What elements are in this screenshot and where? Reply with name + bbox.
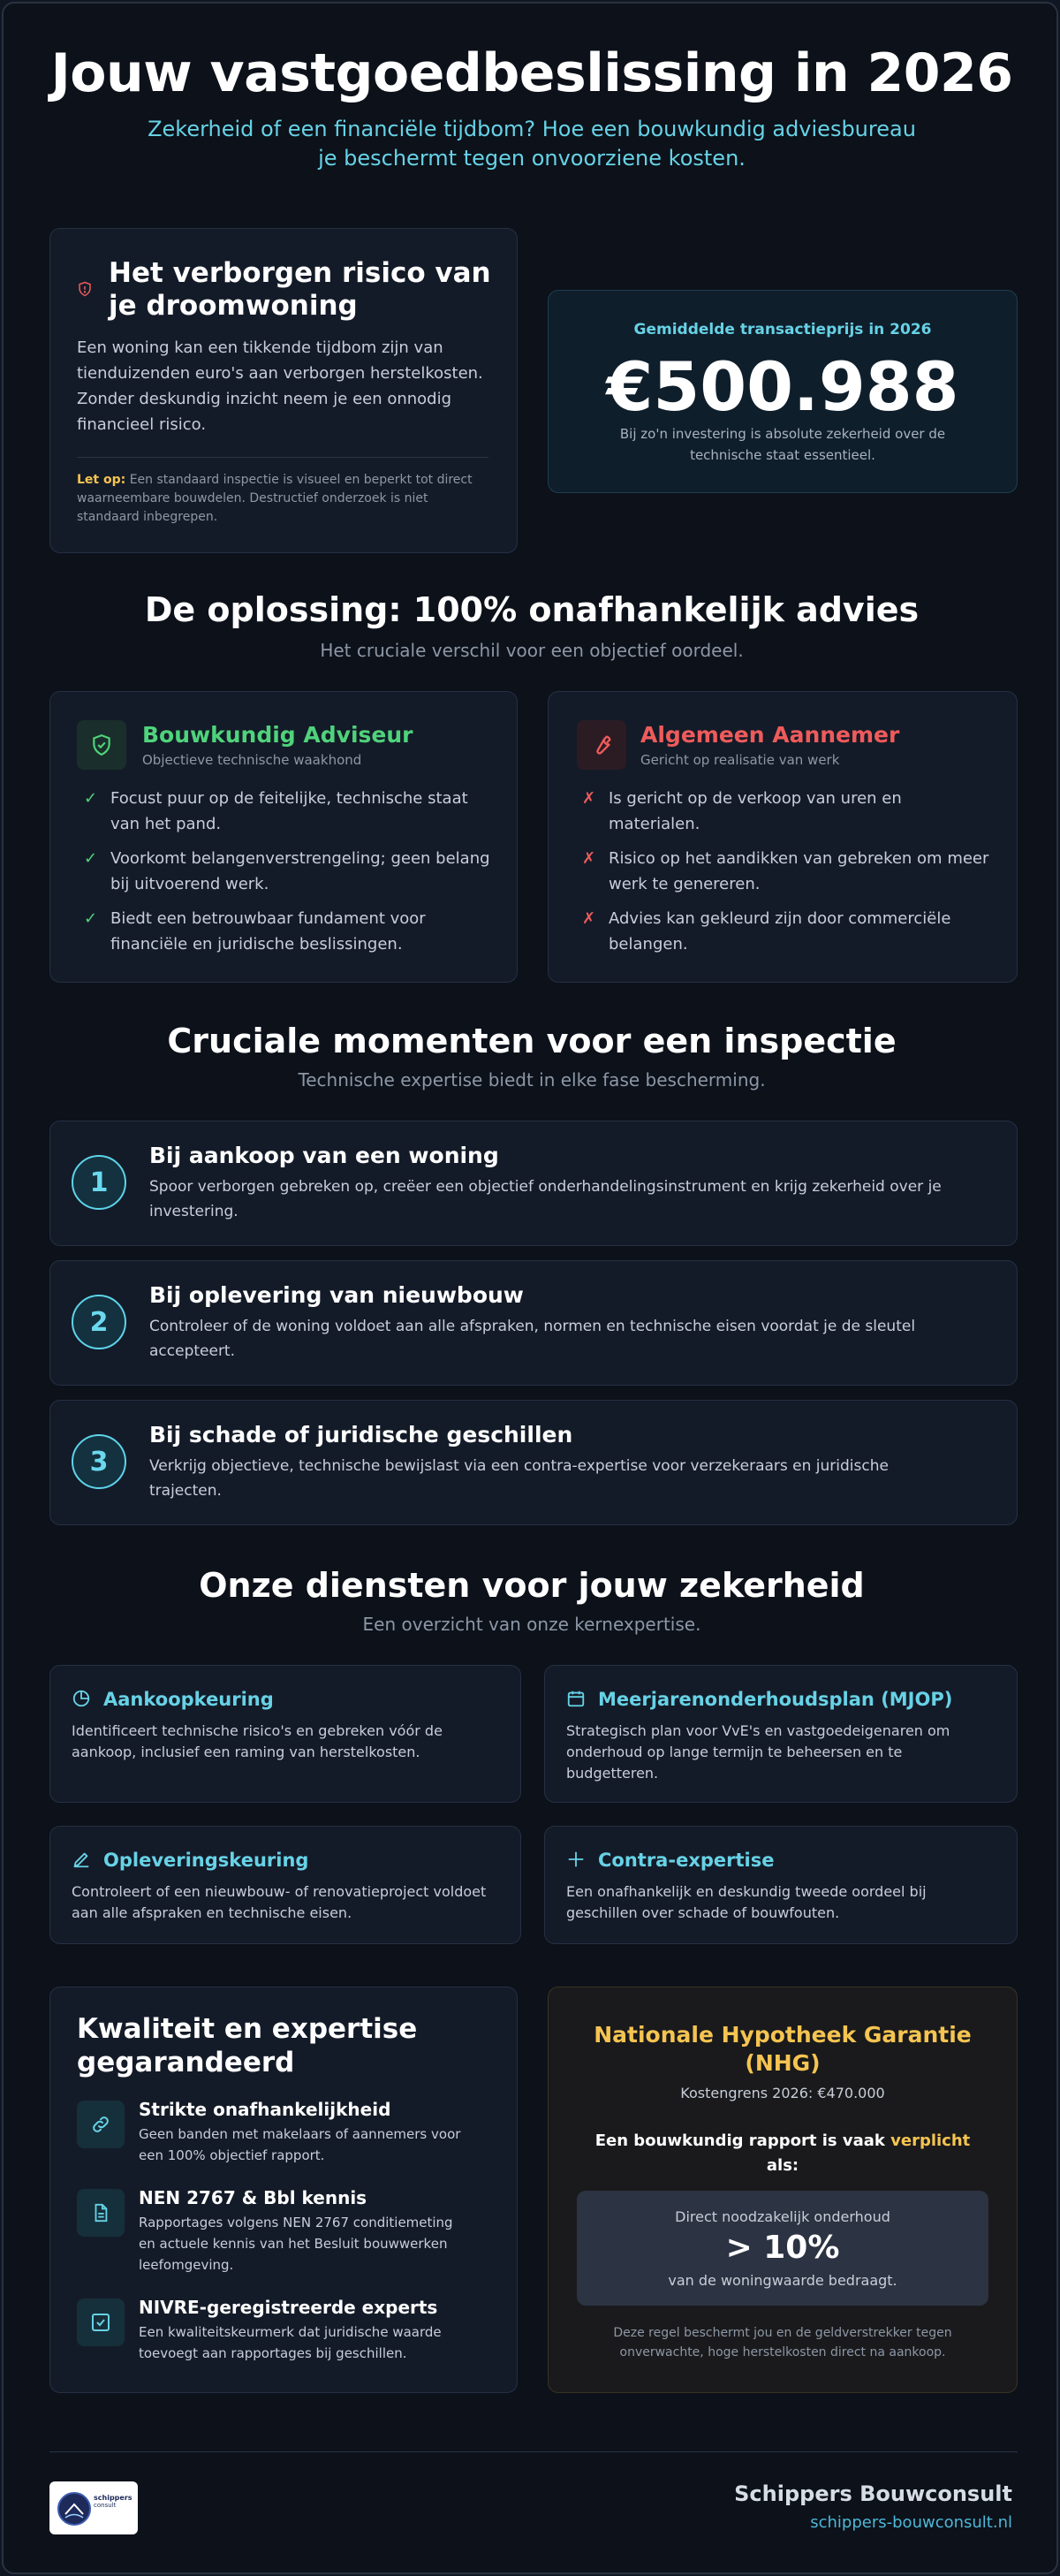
moment-text: Verkrijg objectieve, technische bewijslast via een contra-expertise voor verzekeraars en juridische trajecten. xyxy=(149,1457,889,1500)
threshold-value: > 10% xyxy=(725,2230,840,2266)
risk-title: Het verborgen risico van je droomwoning xyxy=(109,257,491,322)
wrench-icon xyxy=(577,720,626,770)
moment-title: Bij aankoop van een woning xyxy=(149,1143,499,1168)
infographic-page xyxy=(2,2,1058,2574)
solution-subtitle: Het cruciale verschil voor een objectief oordeel. xyxy=(320,640,744,661)
logo-mark xyxy=(57,2492,91,2526)
step-number: 3 xyxy=(72,1434,126,1489)
company-name: Schippers Bouwconsult xyxy=(734,2481,1012,2506)
quality-item-text: Een kwaliteitskeurmerk dat juridische waarde toevoegt aan rapportages bij geschillen. xyxy=(139,2324,442,2361)
quality-item-text: Rapportages volgens NEN 2767 conditiemeting en actuele kennis van het Besluit bouwwerken leefomgeving. xyxy=(139,2215,453,2273)
plus-icon xyxy=(566,1850,586,1869)
nhg-requirement: Een bouwkundig rapport is vaak verplicht als: xyxy=(594,2131,971,2175)
nhg-threshold-box xyxy=(577,2191,988,2306)
step-number: 2 xyxy=(72,1295,126,1349)
quality-item-title: Strikte onafhankelijkheid xyxy=(139,2099,391,2120)
moment-card-3 xyxy=(49,1400,1018,1525)
logo-subtext: consult xyxy=(94,2502,117,2509)
price-note: Bij zo'n investering is absolute zekerheid over de technische staat essentieel. xyxy=(619,426,946,463)
service-title: Opleveringskeuring xyxy=(103,1850,309,1871)
nhg-card xyxy=(548,1987,1018,2393)
quality-item-text: Geen banden met makelaars of aannemers voor een 100% objectief rapport. xyxy=(139,2126,461,2163)
list-item: ✓ Biedt een betrouwbaar fundament voor financiële en juridische beslissingen. xyxy=(84,909,426,954)
moment-text: Spoor verborgen gebreken op, creëer een objectief onderhandelingsinstrument en krijg zekerheid over je investering. xyxy=(149,1178,942,1220)
solution-title: De oplossing: 100% onafhankelijk advies xyxy=(144,590,920,629)
nhg-footnote: Deze regel beschermt jou en de geldverstrekker tegen onverwachte, hoge herstelkosten direct na aankoop. xyxy=(613,2326,952,2359)
document-icon xyxy=(77,2189,125,2237)
logo-text: schippers xyxy=(94,2494,132,2502)
moment-card-2 xyxy=(49,1260,1018,1386)
moments-title: Cruciale momenten voor een inspectie xyxy=(167,1022,897,1060)
service-title: Aankoopkeuring xyxy=(103,1689,274,1710)
service-card-contra-expertise xyxy=(544,1826,1018,1944)
services-subtitle: Een overzicht van onze kernexpertise. xyxy=(362,1614,701,1635)
list-item: ✗ Advies kan gekleurd zijn door commerciële belangen. xyxy=(582,909,951,954)
page-subtitle: Zekerheid of een financiële tijdbom? Hoe een bouwkundig adviesbureau je beschermt tegen onvoorziene kosten. xyxy=(148,117,916,171)
moment-title: Bij schade of juridische geschillen xyxy=(149,1422,573,1448)
calendar-icon xyxy=(566,1689,586,1708)
price-value: €500.988 xyxy=(606,347,959,426)
list-item: ✗ Is gericht op de verkoop van uren en materialen. xyxy=(582,789,902,833)
contractor-card xyxy=(548,691,1018,983)
risk-note: Let op: Een standaard inspectie is visueel en beperkt tot direct waarneembare bouwdelen. Destructief onderzoek is niet standaard inbegrepen. xyxy=(77,473,473,524)
adviser-points xyxy=(82,786,506,957)
risk-card xyxy=(49,228,518,553)
nhg-limit: Kostengrens 2026: €470.000 xyxy=(680,2085,885,2101)
company-logo xyxy=(49,2481,138,2534)
adviser-subtitle: Objectieve technische waakhond xyxy=(142,752,362,768)
moment-title: Bij oplevering van nieuwbouw xyxy=(149,1282,524,1308)
step-number: 1 xyxy=(72,1155,126,1210)
pie-chart-icon xyxy=(72,1689,91,1708)
service-text: Strategisch plan voor VvE's en vastgoedeigenaren om onderhoud op lange termijn te beheersen en te budgetteren. xyxy=(566,1722,950,1782)
price-card xyxy=(548,290,1018,493)
shield-alert-icon xyxy=(77,280,93,298)
threshold-note: van de woningwaarde bedraagt. xyxy=(668,2272,897,2289)
quality-card xyxy=(49,1987,518,2393)
service-title: Contra-expertise xyxy=(598,1850,775,1871)
moment-card-1 xyxy=(49,1121,1018,1246)
price-label: Gemiddelde transactieprijs in 2026 xyxy=(633,321,932,338)
contractor-title: Algemeen Aannemer xyxy=(640,722,900,748)
checkbox-icon xyxy=(77,2299,125,2346)
company-url-link[interactable]: schippers-bouwconsult.nl xyxy=(810,2513,1012,2532)
list-item: ✓ Voorkomt belangenverstrengeling; geen belang bij uitvoerend werk. xyxy=(84,849,490,893)
threshold-label: Direct noodzakelijk onderhoud xyxy=(675,2208,890,2225)
quality-item-title: NIVRE-geregistreerde experts xyxy=(139,2297,438,2318)
service-text: Een onafhankelijk en deskundig tweede oordeel bij geschillen over schade of bouwfouten. xyxy=(566,1883,927,1921)
moment-text: Controleer of de woning voldoet aan alle afspraken, normen en technische eisen voordat je de sleutel accepteert. xyxy=(149,1318,916,1360)
service-card-mjop xyxy=(544,1665,1018,1803)
moments-subtitle: Technische expertise biedt in elke fase bescherming. xyxy=(298,1069,766,1090)
contractor-points xyxy=(580,786,1004,957)
service-text: Controleert of een nieuwbouw- of renovatieproject voldoet aan alle afspraken en technische eisen. xyxy=(72,1883,487,1921)
nhg-title: Nationale Hypotheek Garantie (NHG) xyxy=(594,2022,972,2076)
service-text: Identificeert technische risico's en gebreken vóór de aankoop, inclusief een raming van herstelkosten. xyxy=(72,1722,443,1760)
adviser-title: Bouwkundig Adviseur xyxy=(142,722,413,748)
service-card-aankoopkeuring xyxy=(49,1665,521,1803)
shield-check-icon xyxy=(77,720,126,770)
service-title: Meerjarenonderhoudsplan (MJOP) xyxy=(598,1689,953,1710)
footer-divider xyxy=(49,2451,1018,2452)
list-item: ✓ Focust puur op de feitelijke, technische staat van het pand. xyxy=(84,789,468,833)
services-title: Onze diensten voor jouw zekerheid xyxy=(199,1566,865,1605)
divider xyxy=(77,457,488,458)
quality-title: Kwaliteit en expertise gegarandeerd xyxy=(77,2013,418,2078)
quality-item-title: NEN 2767 & Bbl kennis xyxy=(139,2187,367,2208)
contractor-subtitle: Gericht op realisatie van werk xyxy=(640,752,840,768)
adviser-card xyxy=(49,691,518,983)
pencil-icon xyxy=(72,1850,91,1869)
link-icon xyxy=(77,2101,125,2148)
list-item: ✗ Risico op het aandikken van gebreken om meer werk te genereren. xyxy=(582,849,989,893)
service-card-opleveringskeuring xyxy=(49,1826,521,1944)
risk-body: Een woning kan een tikkende tijdbom zijn van tienduizenden euro's aan verborgen herstelkosten. Zonder deskundig inzicht neem je een onnodig financieel risico. xyxy=(77,338,483,434)
page-title: Jouw vastgoedbeslissing in 2026 xyxy=(50,42,1013,104)
